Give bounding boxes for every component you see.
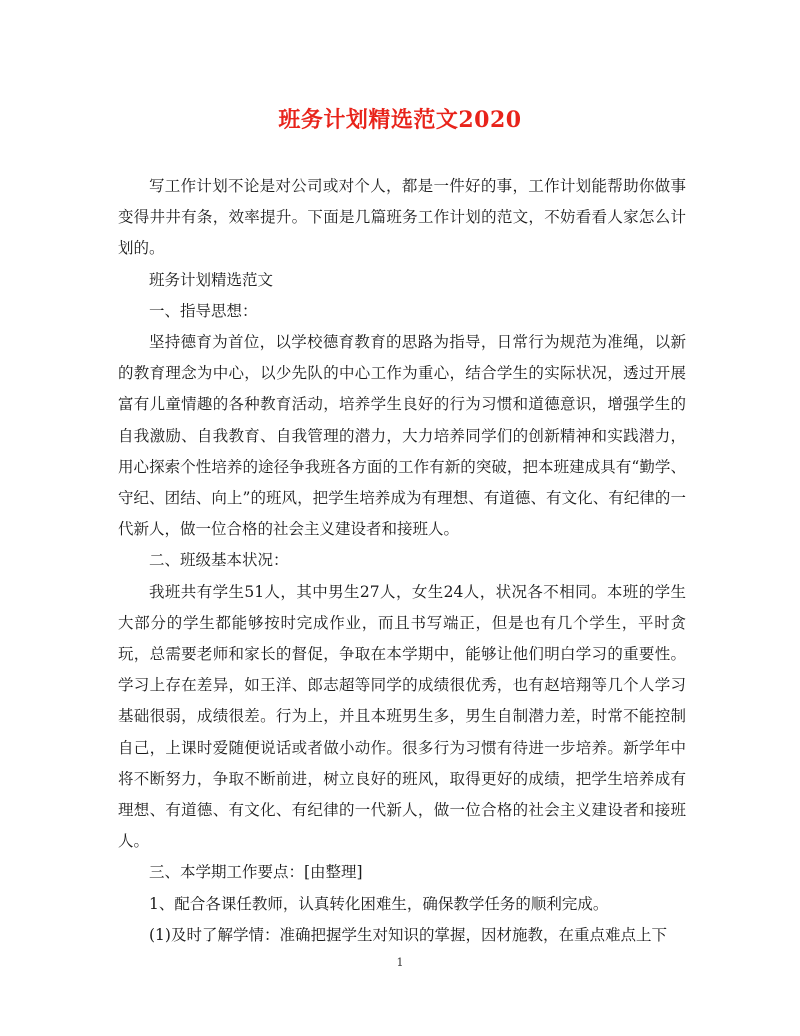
body-paragraph: 我班共有学生51人，其中男生27人，女生24人，状况各不相同。本班的学生大部分的学生都能够按时完成作业，而且书写端正，但是也有几个学生，平时贪玩，总需要老师和家长的督促，争取在本学期中，能够让他们明白学习的重要性。学习上存在差异，如王洋、郎志超等同学的成绩很优秀，也有赵培翔等几个人学习基础很弱，成绩很差。行为上，并且本班男生多，男生自制潜力差，时常不能控制自己，上课时爱随便说话或者做小动作。很多行为习惯有待进一步培养。新学年中将不断努力，争取不断前进，树立良好的班风，取得更好的成绩，把学生培养成有理想、有道德、有文化、有纪律的一代新人，做一位合格的社会主义建设者和接班人。 (118, 582, 686, 851)
section-heading: 一、指导思想： (149, 301, 258, 320)
body-paragraph: 1、配合各课任教师，认真转化困难生，确保教学任务的顺利完成。 (149, 894, 609, 913)
section-heading: 三、本学期工作要点：[由整理] (149, 863, 363, 882)
document-title: 班务计划精选范文2020 (278, 107, 522, 133)
page-number: 1 (396, 956, 404, 969)
body-paragraph: 坚持德育为首位，以学校德育教育的思路为指导，日常行为规范为准绳，以新的教育理念为中心，以少先队的中心工作为重心，结合学生的实际状况，透过开展富有儿童情趣的各种教育活动，培养学生良好的行为习惯和道德意识，增强学生的自我激励、自我教育、自我管理的潜力，大力培养同学们的创新精神和实践潜力，用心探索个性培养的途径争我班各方面的工作有新的突破，把本班建成具有“勤学、守纪、团结、向上”的班风，把学生培养成为有理想、有道德、有文化、有纪律的一代新人，做一位合格的社会主义建设者和接班人。 (118, 333, 686, 539)
body-paragraph: (1)及时了解学情：准确把握学生对知识的掌握，因材施教，在重点难点上下 (149, 925, 667, 944)
document-body (118, 171, 686, 951)
section-heading: 二、班级基本状况： (149, 551, 289, 570)
intro-paragraph: 写工作计划不论是对公司或对个人，都是一件好的事，工作计划能帮助你做事变得井井有条，效率提升。下面是几篇班务工作计划的范文，不妨看看人家怎么计划的。 (118, 177, 686, 258)
section-heading: 班务计划精选范文 (149, 270, 274, 289)
